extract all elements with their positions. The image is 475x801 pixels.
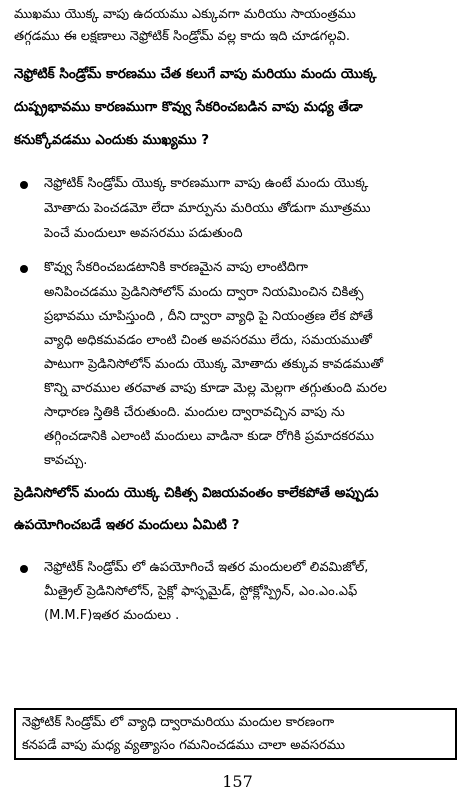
text-line: (M.M.F)ఇతర మందులు . [44, 608, 180, 623]
text-line: అనిపించడము ప్రెడినిసోలోన్ మందు ద్వారా నియమించిన చికిత్స [44, 285, 364, 300]
heading-line: ప్రెడినిసోలోన్ మందు యొక్క చికిత్స విజయవంతం కాలేకపోతే అప్పుడు [14, 485, 379, 501]
summary-line: నెఫ్రోటిక్ సిండ్రోమ్ లో వ్యాధి ద్వారామరియు మందుల కారణంగా [22, 715, 335, 730]
text-line: నెఫ్రోటిక్ సిండ్రోమ్ యొక్క కారణముగా వాపు ఉంటే మందు యొక్క [44, 176, 369, 191]
bullet-icon [20, 265, 28, 273]
summary-box [14, 708, 457, 760]
text-line: మోతాదు పెంచడమో లేదా మార్పును మరియు తోడుగా మూత్రము [44, 201, 371, 216]
text-line: పెంచే మందులూ అవసరము పడుతుంది [44, 226, 243, 241]
bullet-icon [20, 181, 28, 189]
text-line: ముఖము యొక్క వాపు ఉదయము ఎక్కువగా మరియు సాయంత్రము [14, 7, 356, 22]
heading-line: దుష్ప్రభావము కారణముగా కొవ్వు సేకరించబడిన వాపు మధ్య తేడా [14, 99, 363, 115]
bullet-icon [20, 565, 28, 573]
text-line: నెఫ్రోటిక్ సిండ్రోమ్ లో ఉపయోగించే ఇతర మందులలో లివమిజోల్, [44, 560, 369, 575]
text-line: తగ్గించడానికి ఎలాంటి మందులు వాడినా కుడా రోగికి ప్రమాదకరము [44, 429, 374, 444]
heading-line: కనుక్కోవడము ఎందుకు ముఖ్యము ? [14, 132, 210, 148]
heading-line: ఉపయోగించబడే ఇతర మందులు ఏమిటి ? [14, 517, 240, 533]
text-line: వ్యాధి అధికమవడం లాంటి చింత అవసరము లేదు, సమయముతో [44, 333, 372, 348]
text-line: సాధారణ స్తితికి చేరుతుంది. మందుల ద్వారావచ్చిన వాపు ను [44, 405, 345, 420]
text-line: ప్రభావము చూపిస్తుంది , దీని ద్వారా వ్యాధి పై నియంత్రణ లేక పోతే [44, 309, 373, 324]
text-line: మీత్రైల్ ప్రెడినిసోలోన్, సైక్లో ఫాస్ఫమైడ్, స్టోక్లోస్ప్రిన్, ఎం.ఎం.ఎఫ్ [44, 584, 358, 599]
text-line: కొన్ని వారముల తరవాత వాపు కూడా మెల్ల మెల్లగా తగ్గుతుంది మరల [44, 381, 387, 396]
text-line: కావచ్చు. [44, 453, 88, 468]
text-line: కొవ్వు సేకరించబడటానికి కారణమైన వాపు లాంటిదిగా [44, 260, 309, 275]
text-line: పాటుగా ప్రెడినిసోలోన్ మందు యొక్క మోతాదు తక్కువ కావడముతో [44, 357, 384, 372]
summary-line: కనపడే వాపు మధ్య వ్యత్యాసం గమనించడము చాలా అవసరము [22, 738, 345, 753]
page-number: 157 [222, 772, 253, 791]
text-line: తగ్గడము ఈ లక్షణాలు నెఫ్రోటిక్ సిండ్రోమ్ వల్ల కాదు ఇది చూడగల్గవి. [14, 29, 350, 44]
heading-line: నెఫ్రోటిక్ సిండ్రోమ్ కారణము చేత కలుగే వాపు మరియు మందు యొక్క [14, 66, 377, 82]
